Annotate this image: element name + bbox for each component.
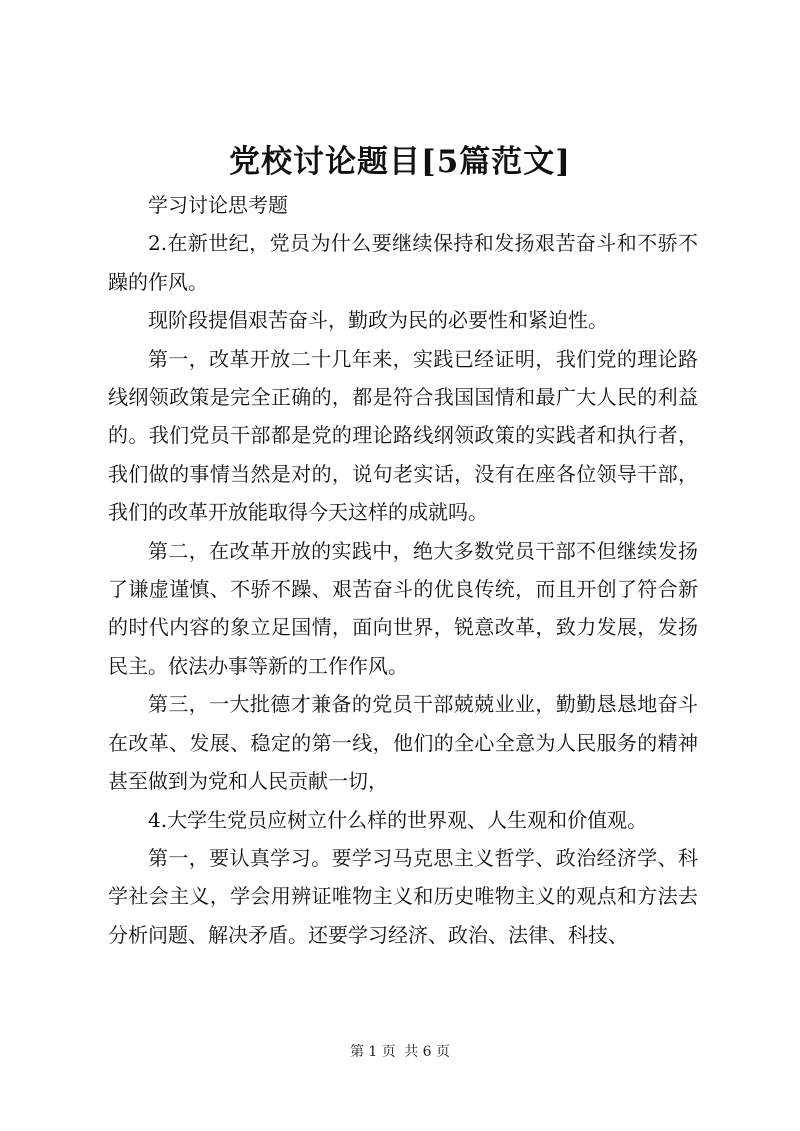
paragraph: 学习讨论思考题 [148, 193, 288, 217]
paragraph: 2.在新世纪，党员为什么要继续保持和发扬艰苦奋斗和不骄不躁的作风。 [108, 231, 698, 294]
page-footer [0, 1042, 800, 1062]
paragraph: 第二，在改革开放的实践中，绝大多数党员干部不但继续发扬了谦虚谨慎、不骄不躁、艰苦奋斗的优良传统，而且开创了符合新的时代内容的象立足国情，面向世界，锐意改革，致力发展，发扬民主。依法办事等新的工作作风。 [108, 538, 698, 678]
paragraph: 现阶段提倡艰苦奋斗，勤政为民的必要性和紧迫性。 [148, 308, 608, 333]
page-number: 第 1 页 [349, 1044, 396, 1060]
paragraph: 第一，要认真学习。要学习马克思主义哲学、政治经济学、科学社会主义，学会用辨证唯物主义和历史唯物主义的观点和方法去分析问题、解决矛盾。还要学习经济、政治、法律、科技、 [108, 845, 698, 947]
document-body [108, 186, 698, 954]
paragraph: 4.大学生党员应树立什么样的世界观、人生观和价值观。 [148, 807, 648, 832]
page-total: 共 6 页 [404, 1044, 451, 1060]
paragraph: 第一，改革开放二十几年来，实践已经证明，我们党的理论路线纲领政策是完全正确的，都是符合我国国情和最广大人民的利益的。我们党员干部都是党的理论路线纲领政策的实践者和执行者，我们做的事情当然是对的，说句老实话，没有在座各位领导干部，我们的改革开放能取得今天这样的成就吗。 [108, 346, 698, 525]
paragraph: 第三，一大批德才兼备的党员干部兢兢业业，勤勤恳恳地奋斗在改革、发展、稳定的第一线，他们的全心全意为人民服务的精神甚至做到为党和人民贡献一切， [108, 692, 698, 794]
document-title: 党校讨论题目[5篇范文] [229, 144, 571, 180]
